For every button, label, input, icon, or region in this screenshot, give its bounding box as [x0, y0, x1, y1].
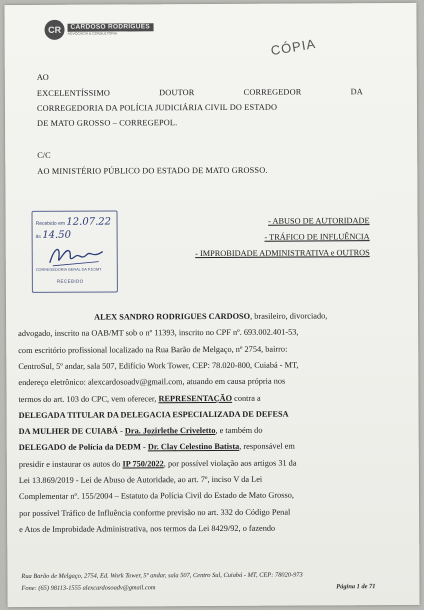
body-text-segment: Lei 13.869/2019 - Lei de Abuso de Autoridade, ao art. 7º, inciso V da Lei	[18, 474, 263, 486]
body-line	[18, 327, 388, 338]
footer-contact: Fone: (65) 98113-1555 alexcardosoadv@gmail.com	[21, 584, 156, 593]
body-text-segment: DELEGADO de Polícia da DEDM	[18, 442, 141, 453]
firm-logo-name: CARDOSO RODRIGUES	[68, 23, 154, 32]
body-text-segment: presidir e instaurar os autos do	[18, 459, 123, 469]
subject-1: - ABUSO DE AUTORIDADE	[268, 216, 370, 226]
body-line	[19, 507, 389, 518]
addressee-line-1: EXCELENTÍSSIMO DOUTOR CORREGEDOR DA	[36, 87, 363, 98]
body-line	[19, 409, 389, 420]
receipt-stamp	[32, 210, 118, 292]
stamp-received-label: Recebido em	[35, 220, 66, 227]
addressee-ao: AO	[36, 72, 49, 82]
body-text-segment: CentroSul, 5º andar, sala 507, Edifício Work Tower, CEP: 78.020-800, Cuiabá - MT,	[18, 360, 299, 371]
body-line	[18, 360, 388, 371]
body-line	[18, 376, 388, 387]
body-line	[19, 474, 389, 485]
body-line	[94, 311, 388, 322]
addressee-line-4: AO MINISTÉRIO PÚBLICO DO ESTADO DE MATO GROSSO.	[37, 165, 268, 176]
body-line	[19, 441, 389, 452]
subject-3: - IMPROBIDADE ADMINISTRATIVA e OUTROS	[195, 248, 370, 259]
addressee-cc: C/C	[37, 150, 51, 160]
body-text-segment: Complementar nº. 155/2004 – Estatuto da Polícia Civil do Estado de Mato Grosso,	[18, 490, 294, 502]
document-page	[4, 3, 419, 607]
subject-2: - TRÁFICO DE INFLUÊNCIA	[264, 232, 370, 242]
body-text-segment: contra a	[232, 393, 261, 403]
body-text-segment: , responsável em	[239, 441, 295, 452]
body-text-segment: Dr. Clay Celestino Batista	[147, 442, 240, 452]
body-text-segment: REPRESENTAÇÃO	[158, 393, 233, 403]
body-text-segment: DELEGADA TITULAR DA DELEGACIA ESPECIALIZADA DE DEFESA	[18, 409, 289, 420]
body-line	[18, 344, 388, 355]
body-text-segment: termos do art. 103 do CPC, vem oferecer,	[18, 393, 159, 404]
addressee-line-3: DE MATO GROSSO – CORREGEPOL.	[37, 118, 178, 128]
body-text-segment: , por possível violação aos artigos 31 da	[163, 458, 297, 468]
body-text-segment: endereço eletrônico: alexcardosoadv@gmail.com, atuando em causa própria nos	[18, 376, 286, 388]
body-text-segment: e Atos de Improbidade Administrativa, nos termos da Lei 8429/92, o fazendo	[19, 523, 276, 534]
body-text-segment: -	[117, 426, 125, 436]
body-text-segment: -	[140, 442, 148, 452]
addressee-line-2: CORREGEDORIA DA POLÍCIA JUDICIÁRIA CIVIL DO ESTADO	[36, 102, 278, 113]
body-text-segment: , brasileiro, divorciado,	[250, 311, 328, 321]
stamp-organization: CORREGEDORIA GERAL DA PJC/MT	[35, 267, 102, 272]
stamp-time-label: às	[35, 233, 41, 240]
firm-logo	[44, 18, 156, 41]
firm-logo-emblem-icon: CR	[45, 20, 65, 40]
body-text-segment: DA MULHER DE CUIABÁ	[18, 426, 119, 437]
body-text-segment: advogado, inscrito na OAB/MT sob o nº 11393, inscrito no CPF nº. 693.002.401-53,	[18, 327, 299, 339]
body-line	[19, 458, 389, 469]
stamp-status: RECEBIDO	[56, 278, 84, 284]
stamp-received-date: 12.07.22	[66, 216, 111, 228]
body-line	[19, 425, 389, 436]
body-line	[19, 490, 389, 501]
stamp-signature	[47, 243, 107, 269]
copy-stamp: CÓPIA	[269, 35, 318, 59]
body-text-segment: com escritório profissional localizado na Rua Barão de Melgaço, nº 2754, bairro:	[18, 344, 288, 355]
body-text-segment: , e também do	[215, 425, 263, 436]
footer-page-number: Página 1 de 71	[336, 583, 376, 591]
body-line	[19, 523, 389, 534]
body-text-segment: Dra. Jozirlethe Criveletto	[124, 426, 216, 436]
body-text-segment: por possível Tráfico de Influência conforme previsão no art. 332 do Código Penal	[19, 507, 291, 518]
body-text-segment: ALEX SANDRO RODRIGUES CARDOSO	[94, 311, 251, 322]
footer-address: Rua Barão de Melgaço, 2754, Ed. Work Tower, 5º andar, sala 507, Centro Sul, Cuiabá - MT, CEP: 78020-973	[21, 571, 303, 581]
body-text-segment: IP 750/2022	[122, 458, 164, 469]
body-line	[18, 393, 388, 404]
stamp-time: 14.50	[42, 229, 71, 241]
firm-logo-subtitle: ADVOCACIA & CONSULTORIA	[67, 31, 118, 36]
